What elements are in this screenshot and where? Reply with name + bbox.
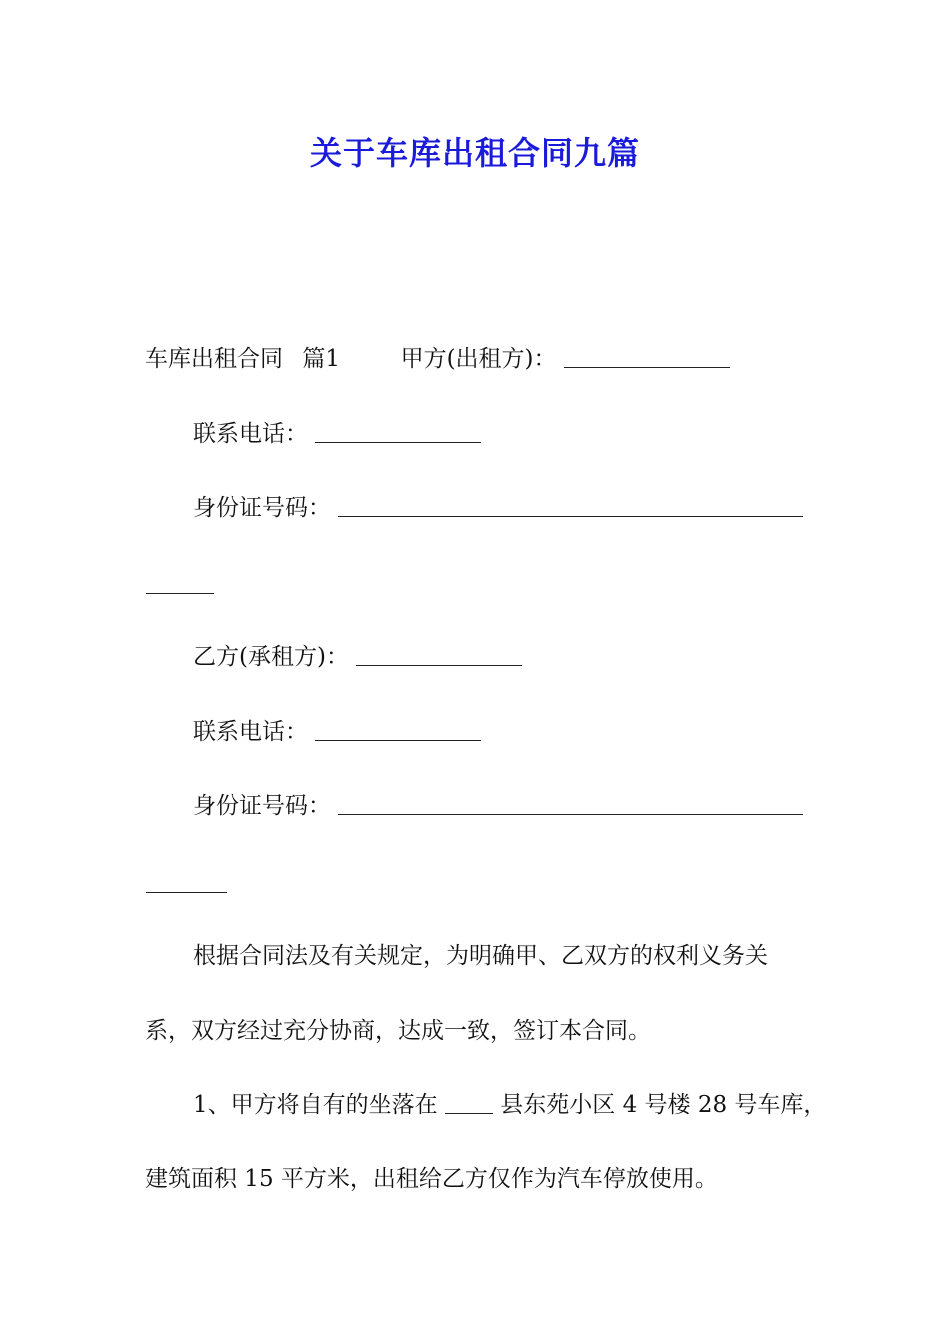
party-b-name-blank	[356, 639, 522, 666]
party-b-label: 乙方(承租方)：	[193, 644, 349, 670]
party-b-id-label: 身份证号码：	[193, 793, 331, 819]
party-a-label: 甲方(出租方)：	[400, 346, 557, 372]
document-title: 关于车库出租合同九篇	[309, 134, 640, 172]
party-b-line	[193, 637, 522, 677]
party-a-id-line	[193, 488, 803, 528]
party-b-phone-line	[193, 712, 481, 752]
party-a-id-label: 身份证号码：	[193, 495, 331, 521]
party-a-phone-label: 联系电话：	[193, 421, 308, 447]
paragraph-1-line-2: 系，双方经过充分协商，达成一致，签订本合同。	[145, 1018, 651, 1044]
party-a-name-blank	[564, 341, 730, 368]
party-b-id-line	[193, 786, 803, 826]
clause-1-location-blank	[445, 1087, 493, 1114]
paragraph-1-line-1: 根据合同法及有关规定，为明确甲、乙双方的权利义务关	[193, 943, 768, 969]
contract-heading-line	[145, 339, 730, 379]
clause-1-line-1	[193, 1085, 826, 1125]
clause-1-suffix: 县东苑小区 4 号楼 28 号车库，	[500, 1092, 827, 1118]
party-a-id-blank-continued	[146, 592, 214, 594]
party-a-phone-blank	[315, 416, 481, 443]
clause-1-line-2: 建筑面积 15 平方米，出租给乙方仅作为汽车停放使用。	[145, 1166, 718, 1192]
party-b-id-blank-continued	[146, 891, 227, 893]
clause-1-prefix: 1、甲方将自有的坐落在	[193, 1092, 438, 1118]
party-a-id-blank	[338, 490, 803, 517]
party-b-phone-blank	[315, 714, 481, 741]
party-a-phone-line	[193, 414, 481, 454]
party-b-phone-label: 联系电话：	[193, 719, 308, 745]
party-b-id-blank	[338, 788, 803, 815]
contract-heading-label: 车库出租合同	[145, 346, 283, 372]
contract-heading-number: 篇1	[302, 346, 340, 372]
